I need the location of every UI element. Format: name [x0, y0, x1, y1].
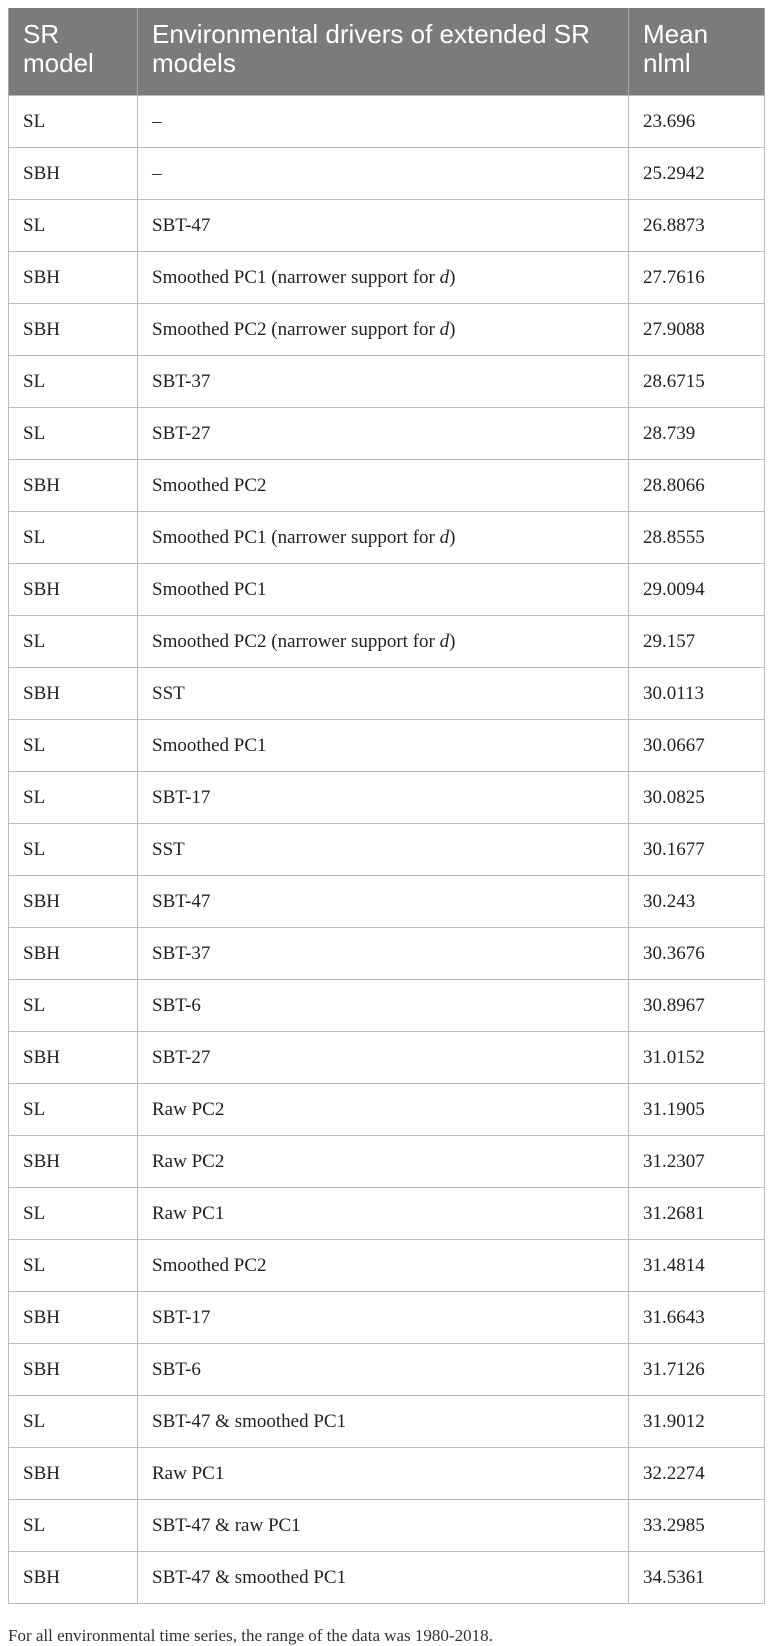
driver-italic-text: d — [439, 318, 450, 340]
table-row — [9, 1344, 765, 1396]
driver-italic-text: d — [439, 526, 450, 548]
table-header — [9, 8, 765, 96]
table-row — [9, 1448, 765, 1500]
driver-text: SBT-27 — [152, 422, 211, 444]
table-row — [9, 252, 765, 304]
cell-sr-model: SBH — [9, 1292, 138, 1344]
cell-mean-nlml: 30.0825 — [629, 772, 765, 824]
table-row — [9, 96, 765, 148]
cell-sr-model: SL — [9, 1500, 138, 1552]
table-row — [9, 148, 765, 200]
cell-environmental-driver — [138, 1344, 629, 1396]
cell-sr-model: SBH — [9, 1032, 138, 1084]
driver-text: SST — [152, 838, 185, 860]
table-row — [9, 980, 765, 1032]
table-footnote: For all environmental time series, the range of the data was 1980-2018. — [8, 1626, 493, 1645]
driver-text: Smoothed PC1 — [152, 578, 267, 600]
driver-text: – — [152, 162, 162, 184]
table-row — [9, 304, 765, 356]
driver-text: SBT-47 & raw PC1 — [152, 1514, 301, 1536]
driver-text: SBT-47 & smoothed PC1 — [152, 1410, 347, 1432]
driver-text: Raw PC2 — [152, 1150, 225, 1172]
table-body — [9, 96, 765, 1604]
cell-environmental-driver — [138, 720, 629, 772]
driver-text: Raw PC2 — [152, 1098, 225, 1120]
cell-sr-model: SBH — [9, 668, 138, 720]
cell-mean-nlml: 27.7616 — [629, 252, 765, 304]
cell-environmental-driver — [138, 1136, 629, 1188]
table-row — [9, 1500, 765, 1552]
cell-environmental-driver — [138, 824, 629, 876]
driver-italic-text: d — [439, 630, 450, 652]
cell-sr-model: SBH — [9, 564, 138, 616]
cell-environmental-driver — [138, 1396, 629, 1448]
cell-mean-nlml: 31.4814 — [629, 1240, 765, 1292]
cell-mean-nlml: 31.1905 — [629, 1084, 765, 1136]
table-row — [9, 1240, 765, 1292]
cell-mean-nlml: 30.3676 — [629, 928, 765, 980]
results-table — [8, 8, 765, 1604]
table-row — [9, 720, 765, 772]
cell-mean-nlml: 29.157 — [629, 616, 765, 668]
table-row — [9, 824, 765, 876]
driver-text: SBT-47 — [152, 890, 211, 912]
header-environmental-drivers: Environmental drivers of extended SR models — [138, 8, 629, 96]
cell-environmental-driver — [138, 928, 629, 980]
cell-environmental-driver — [138, 356, 629, 408]
table-row — [9, 408, 765, 460]
cell-environmental-driver — [138, 200, 629, 252]
cell-mean-nlml: 31.2681 — [629, 1188, 765, 1240]
table-row — [9, 928, 765, 980]
cell-sr-model: SBH — [9, 1448, 138, 1500]
cell-sr-model: SL — [9, 616, 138, 668]
cell-sr-model: SL — [9, 772, 138, 824]
cell-mean-nlml: 29.0094 — [629, 564, 765, 616]
table-row — [9, 876, 765, 928]
driver-text: Smoothed PC1 (narrower support for — [152, 526, 440, 548]
cell-sr-model: SBH — [9, 1136, 138, 1188]
driver-text: Smoothed PC2 — [152, 1254, 267, 1276]
table-row — [9, 460, 765, 512]
cell-environmental-driver — [138, 1292, 629, 1344]
cell-mean-nlml: 31.6643 — [629, 1292, 765, 1344]
cell-sr-model: SL — [9, 1188, 138, 1240]
cell-environmental-driver — [138, 668, 629, 720]
cell-mean-nlml: 30.0667 — [629, 720, 765, 772]
cell-mean-nlml: 28.8066 — [629, 460, 765, 512]
cell-environmental-driver — [138, 460, 629, 512]
cell-environmental-driver — [138, 1032, 629, 1084]
driver-text: Smoothed PC1 (narrower support for — [152, 266, 440, 288]
cell-mean-nlml: 34.5361 — [629, 1552, 765, 1604]
cell-sr-model: SL — [9, 200, 138, 252]
cell-sr-model: SL — [9, 512, 138, 564]
driver-text: SBT-6 — [152, 1358, 201, 1380]
cell-sr-model: SL — [9, 1240, 138, 1292]
table-row — [9, 512, 765, 564]
driver-text: SBT-47 — [152, 214, 211, 236]
cell-sr-model: SL — [9, 720, 138, 772]
cell-sr-model: SBH — [9, 148, 138, 200]
cell-mean-nlml: 33.2985 — [629, 1500, 765, 1552]
cell-sr-model: SBH — [9, 876, 138, 928]
cell-sr-model: SBH — [9, 304, 138, 356]
table-row — [9, 1136, 765, 1188]
cell-environmental-driver — [138, 1084, 629, 1136]
cell-mean-nlml: 28.739 — [629, 408, 765, 460]
driver-text: SBT-17 — [152, 1306, 211, 1328]
cell-environmental-driver — [138, 1240, 629, 1292]
cell-environmental-driver — [138, 304, 629, 356]
table-row — [9, 1292, 765, 1344]
cell-mean-nlml: 30.243 — [629, 876, 765, 928]
cell-environmental-driver — [138, 148, 629, 200]
driver-suffix-text: ) — [449, 526, 456, 548]
cell-sr-model: SL — [9, 1084, 138, 1136]
driver-text: SBT-37 — [152, 942, 211, 964]
cell-sr-model: SL — [9, 408, 138, 460]
table-row — [9, 1396, 765, 1448]
cell-environmental-driver — [138, 512, 629, 564]
cell-mean-nlml: 27.9088 — [629, 304, 765, 356]
header-row — [9, 8, 765, 96]
cell-sr-model: SL — [9, 356, 138, 408]
cell-environmental-driver — [138, 96, 629, 148]
cell-mean-nlml: 30.1677 — [629, 824, 765, 876]
cell-mean-nlml: 28.8555 — [629, 512, 765, 564]
cell-environmental-driver — [138, 1448, 629, 1500]
cell-environmental-driver — [138, 252, 629, 304]
table-row — [9, 1032, 765, 1084]
cell-environmental-driver — [138, 564, 629, 616]
cell-sr-model: SBH — [9, 460, 138, 512]
cell-environmental-driver — [138, 876, 629, 928]
cell-sr-model: SBH — [9, 252, 138, 304]
driver-text: SBT-27 — [152, 1046, 211, 1068]
header-mean-nlml: Mean nlml — [629, 8, 765, 96]
cell-sr-model: SBH — [9, 1344, 138, 1396]
header-sr-model: SR model — [9, 8, 138, 96]
driver-text: Smoothed PC1 — [152, 734, 267, 756]
cell-sr-model: SL — [9, 824, 138, 876]
table-row — [9, 200, 765, 252]
table-row — [9, 616, 765, 668]
cell-sr-model: SBH — [9, 1552, 138, 1604]
cell-environmental-driver — [138, 408, 629, 460]
cell-environmental-driver — [138, 980, 629, 1032]
driver-text: SBT-37 — [152, 370, 211, 392]
cell-environmental-driver — [138, 1188, 629, 1240]
driver-suffix-text: ) — [449, 630, 456, 652]
driver-text: SBT-6 — [152, 994, 201, 1016]
table-row — [9, 1084, 765, 1136]
driver-text: SST — [152, 682, 185, 704]
cell-mean-nlml: 28.6715 — [629, 356, 765, 408]
driver-suffix-text: ) — [449, 266, 456, 288]
cell-environmental-driver — [138, 772, 629, 824]
driver-text: SBT-17 — [152, 786, 211, 808]
cell-mean-nlml: 31.7126 — [629, 1344, 765, 1396]
cell-mean-nlml: 31.2307 — [629, 1136, 765, 1188]
cell-sr-model: SL — [9, 980, 138, 1032]
table-row — [9, 668, 765, 720]
cell-mean-nlml: 25.2942 — [629, 148, 765, 200]
cell-environmental-driver — [138, 616, 629, 668]
driver-text: Raw PC1 — [152, 1202, 225, 1224]
cell-mean-nlml: 30.8967 — [629, 980, 765, 1032]
driver-text: Smoothed PC2 — [152, 474, 267, 496]
cell-environmental-driver — [138, 1552, 629, 1604]
table-row — [9, 772, 765, 824]
driver-suffix-text: ) — [449, 318, 456, 340]
driver-text: Raw PC1 — [152, 1462, 225, 1484]
driver-italic-text: d — [439, 266, 450, 288]
cell-sr-model: SL — [9, 96, 138, 148]
cell-mean-nlml: 31.9012 — [629, 1396, 765, 1448]
cell-mean-nlml: 31.0152 — [629, 1032, 765, 1084]
table-row — [9, 564, 765, 616]
table-row — [9, 356, 765, 408]
table-row — [9, 1188, 765, 1240]
driver-text: – — [152, 110, 162, 132]
results-table-container — [8, 8, 764, 1604]
driver-text: Smoothed PC2 (narrower support for — [152, 630, 440, 652]
cell-sr-model: SBH — [9, 928, 138, 980]
driver-text: SBT-47 & smoothed PC1 — [152, 1566, 347, 1588]
cell-mean-nlml: 30.0113 — [629, 668, 765, 720]
table-row — [9, 1552, 765, 1604]
cell-mean-nlml: 26.8873 — [629, 200, 765, 252]
cell-mean-nlml: 23.696 — [629, 96, 765, 148]
driver-text: Smoothed PC2 (narrower support for — [152, 318, 440, 340]
cell-mean-nlml: 32.2274 — [629, 1448, 765, 1500]
cell-environmental-driver — [138, 1500, 629, 1552]
cell-sr-model: SL — [9, 1396, 138, 1448]
